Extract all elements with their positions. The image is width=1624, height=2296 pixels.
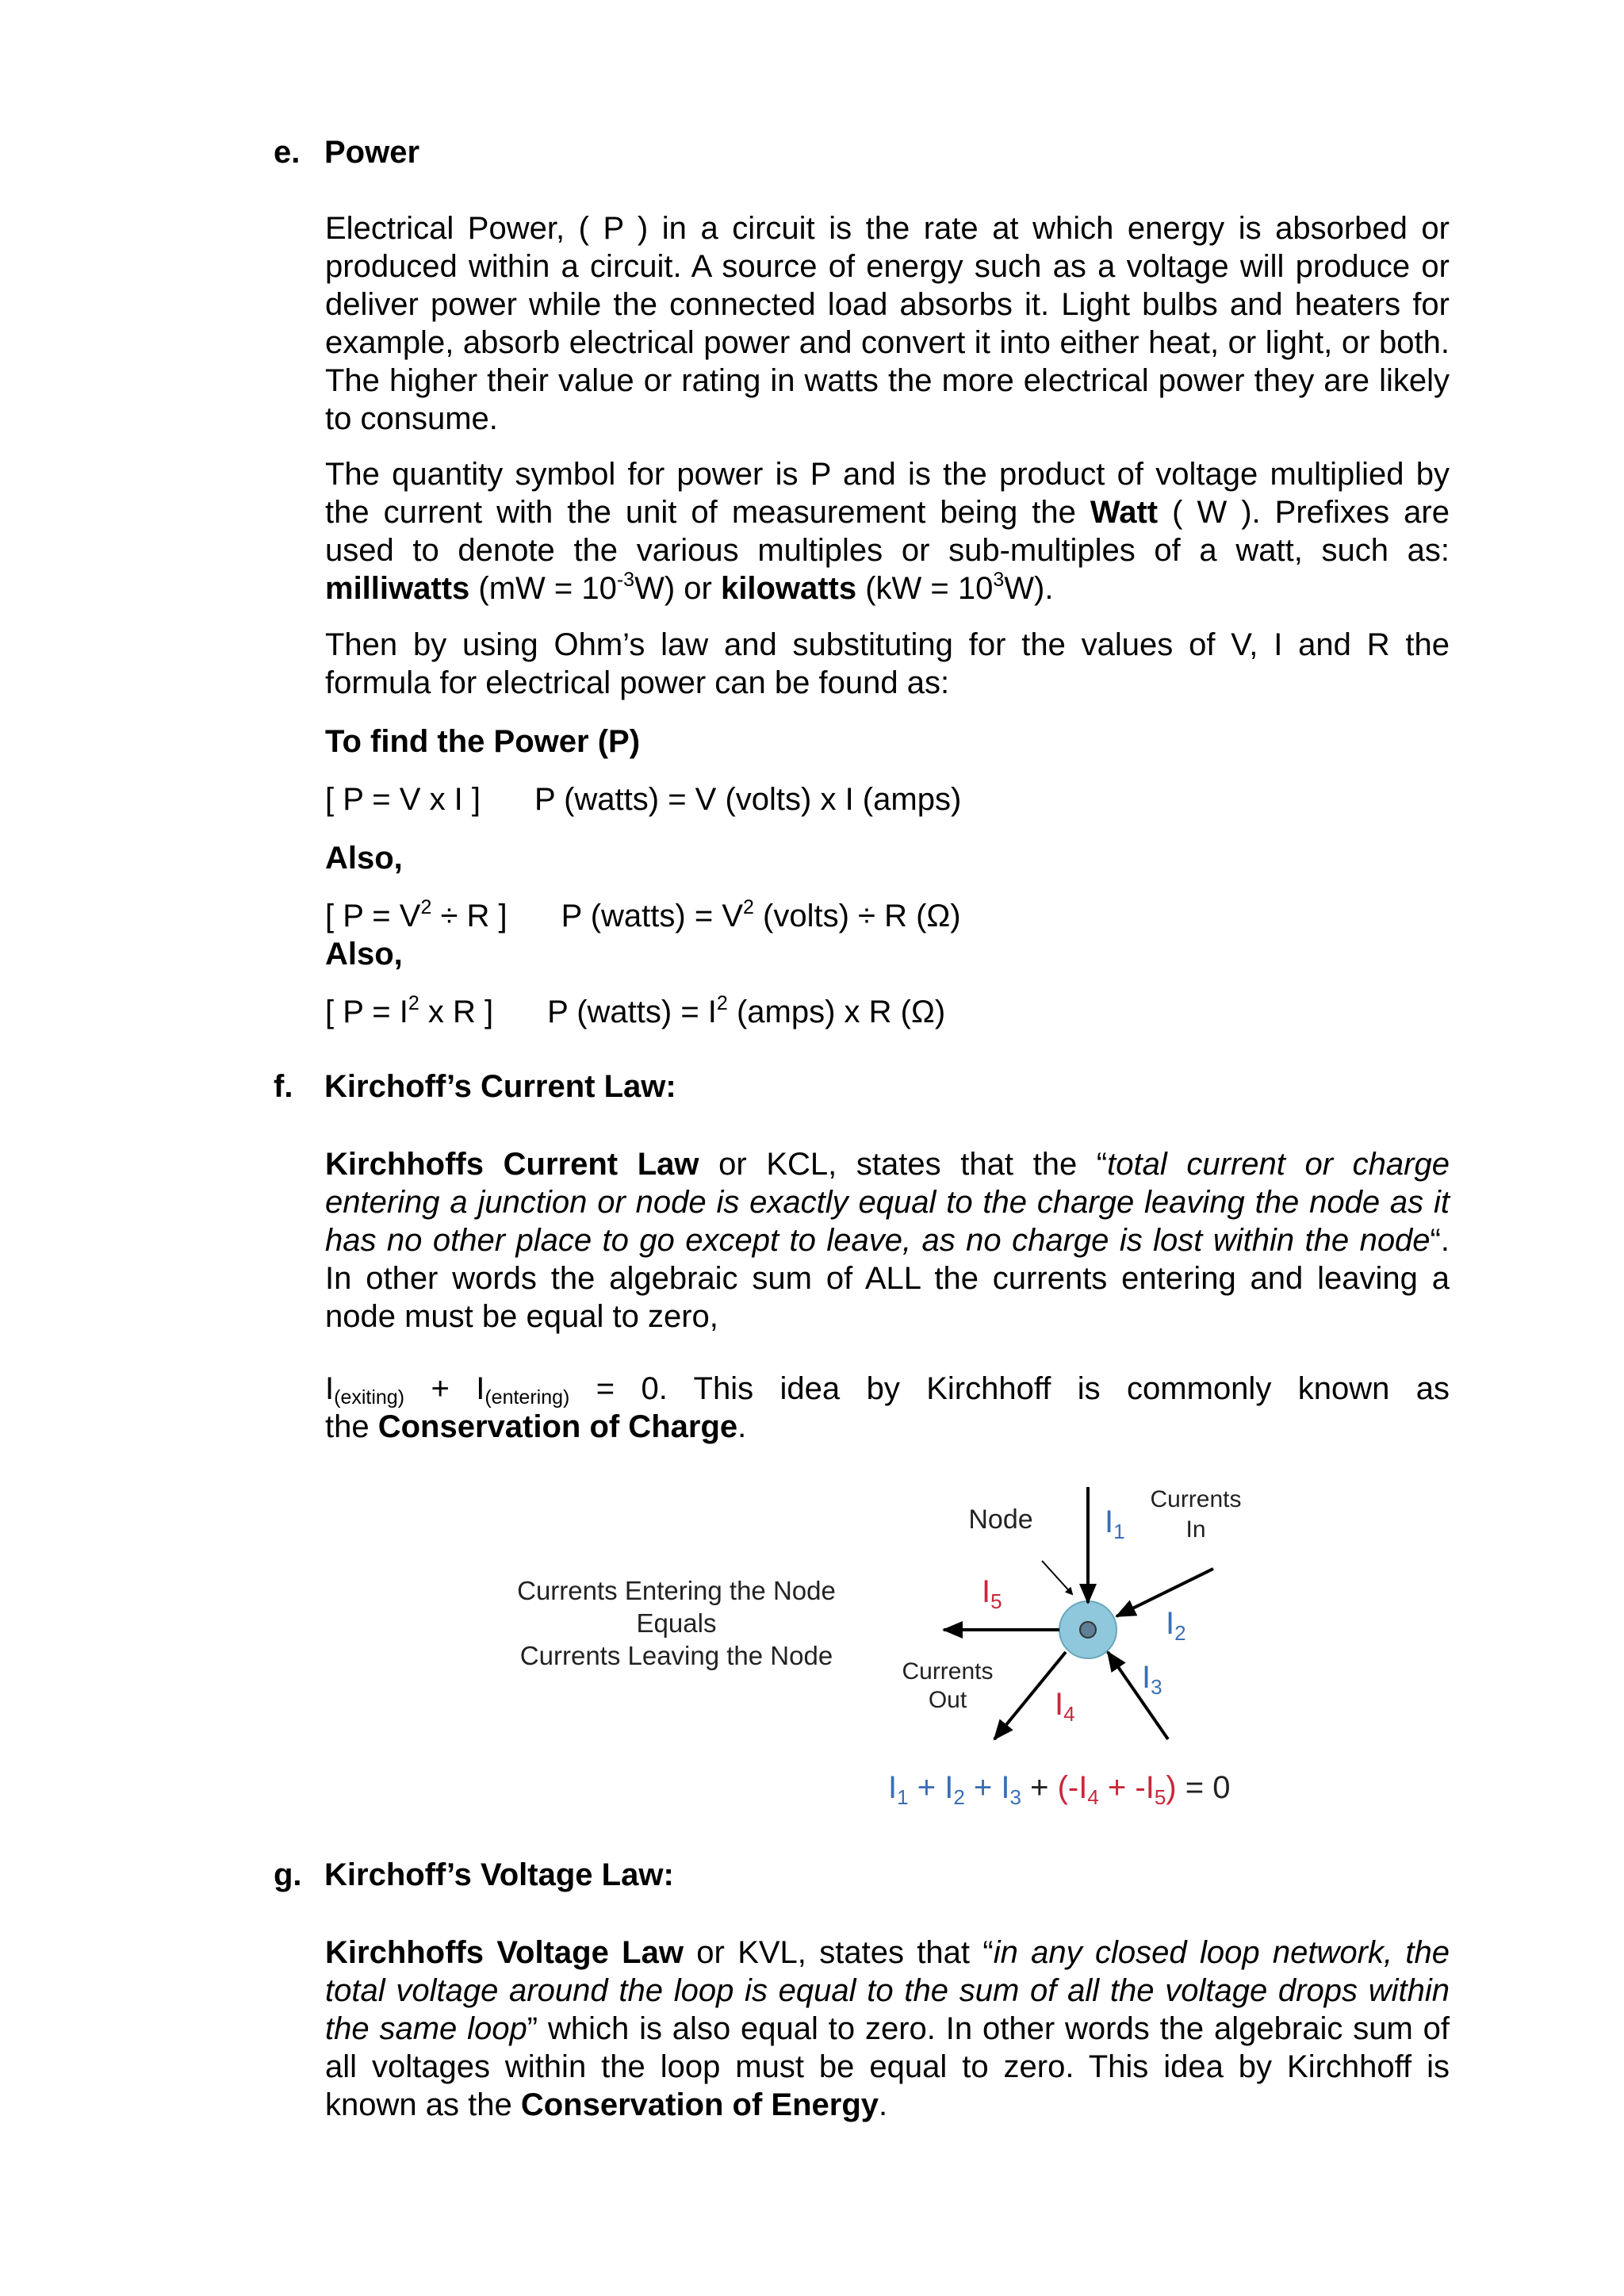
kcl-node-equation: $I_1 + I_2 + I_3 + (-I_4 + -I_5) = 0$ <box>888 1770 1231 1809</box>
kilowatts-term: kilowatts <box>720 571 857 606</box>
power-paragraph-1: Electrical Power, ( P ) in a circuit is the rate at which energy is absorbed or produced within a circuit. A source of energy such as a voltage will produce or deliver power while the connected load absorbs it. Light bulbs and heaters for example, absorb electrical power and convert it into either heat, or light, or both. The higher their value or rating in watts the more electrical power they are likely to consume. <box>325 211 1450 436</box>
current-i2-arrow <box>1116 1569 1213 1616</box>
node-label: Node <box>968 1504 1033 1535</box>
currents-in-label-1: Currents <box>1150 1486 1242 1512</box>
kcl-node-diagram <box>476 1467 1308 1824</box>
currents-out-label-2: Out <box>928 1687 967 1713</box>
formula-p-i2r: [ $P = I^2$ x R ] P (watts) = $I^2$ (amps) x R (Ω) <box>325 992 946 1029</box>
current-i5-label: $I_5$ <box>982 1574 1002 1613</box>
find-power-heading: To find the Power (P) <box>325 724 641 759</box>
section-g-title: Kirchoff’s Voltage Law: <box>324 1857 674 1892</box>
power-paragraph-2: The quantity symbol for power is P and is the product of voltage multiplied by the current with the unit of measurement being the Watt ( W ). Prefixes are used to denote the various multiples or sub-multiples of a watt, such as: milliwatts $(mW = 10^{-3}W)$ or kilowatts $(kW = 10^3W)$. <box>325 457 1450 606</box>
node-pointer-arrow <box>1042 1561 1072 1594</box>
also-label-2: Also, <box>325 937 403 972</box>
conservation-of-energy-term: Conservation of Energy <box>520 2087 879 2122</box>
kvl-paragraph: Kirchhoffs Voltage Law or KVL, states that “in any closed loop network, the total voltage around the loop is equal to the sum of all the voltage drops within the same loop” which is also equal to zero. In other words the algebraic sum of all voltages within the loop must be equal to zero. This idea by Kirchhoff is known as the Conservation of Energy. <box>325 1935 1450 2122</box>
node-center-dot <box>1080 1622 1096 1638</box>
current-i3-label: $I_3$ <box>1142 1660 1162 1699</box>
kcl-term: Kirchhoffs Current Law <box>325 1147 699 1182</box>
conservation-of-charge-term: Conservation of Charge <box>377 1409 738 1444</box>
section-f-letter: f. <box>274 1069 293 1104</box>
section-f-heading <box>274 1069 676 1105</box>
current-i2-label: $I_2$ <box>1166 1606 1186 1645</box>
kcl-definition: total current or charge entering a junction or node is exactly equal to the charge leaving the node as it has no other place to go except to leave, as no charge is lost within the node <box>325 1147 1450 1258</box>
section-e-heading <box>274 135 419 171</box>
diagram-label-line-2: Equals <box>636 1608 717 1638</box>
also-label-1: Also, <box>325 841 403 876</box>
formula-p-v2r: [ $P = V^2 \div R$ ] P (watts) = $V^2$ (volts) ÷ R (Ω) <box>325 896 961 933</box>
diagram-label-line-3: Currents Leaving the Node <box>519 1641 833 1670</box>
current-i1-label: $I_1$ <box>1105 1504 1125 1543</box>
power-paragraph-3: Then by using Ohm’s law and substituting for the values of V, I and R the formula for electrical power can be found as: <box>325 627 1450 700</box>
currents-out-label-1: Currents <box>902 1658 994 1685</box>
watt-term: Watt <box>1090 495 1159 530</box>
section-e-letter: e. <box>274 135 301 170</box>
conservation-of-charge-line: the Conservation of Charge. <box>325 1409 747 1444</box>
kvl-term: Kirchhoffs Voltage Law <box>325 1935 684 1970</box>
kvl-definition: in any closed loop network, the total voltage around the loop is equal to the sum of all the voltage drops within the same loop <box>325 1935 1450 2046</box>
formula-p-vi: [ P = V x I ] P (watts) = V (volts) x I (amps) <box>325 782 962 817</box>
section-f-title: Kirchoff’s Current Law: <box>324 1069 676 1104</box>
current-i4-label: $I_4$ <box>1055 1687 1075 1726</box>
milliwatts-term: milliwatts <box>325 571 470 606</box>
section-g-letter: g. <box>274 1857 302 1892</box>
diagram-label-line-1: Currents Entering the Node <box>517 1576 836 1605</box>
section-e-title: Power <box>324 135 420 170</box>
section-g-heading <box>274 1857 674 1893</box>
kcl-paragraph: Kirchhoffs Current Law or KCL, states that the “total current or charge entering a junction or node is exactly equal to the charge leaving the node as it has no other place to go except to leave, as no charge is lost within the node“. In other words the algebraic sum of ALL the currents entering and leaving a node must be equal to zero, <box>325 1147 1450 1334</box>
currents-in-label-2: In <box>1185 1516 1206 1543</box>
kcl-equation-line: $I_{(exiting)} + I_{(entering)} = 0$. This idea by Kirchhoff is commonly known as <box>325 1371 1450 1409</box>
